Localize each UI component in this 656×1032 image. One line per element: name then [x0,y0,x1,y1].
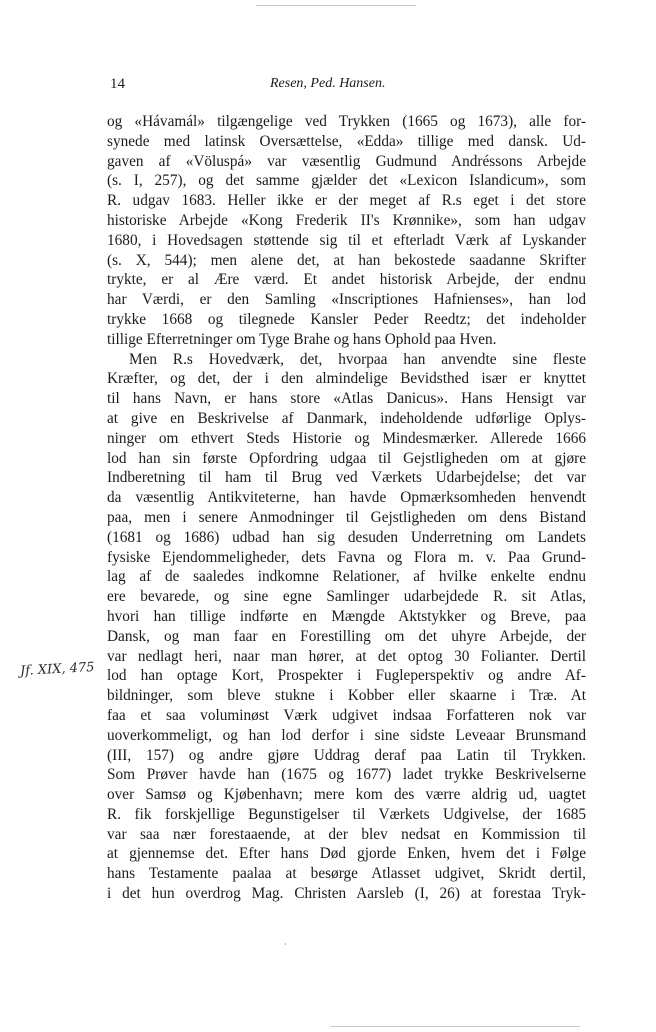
text-line: ere bevarede, og sine egne Samlinger udarbejdede R. sit Atlas, [107,588,586,606]
text-line: Kræfter, og det, der i den almindelige Bevidsthed især er knyttet [107,370,586,388]
text-line: historiske Arbejde «Kong Frederik II's Krønnike», som han udgav [107,211,586,229]
text-line: var saa nær forestaaende, at der blev nedsat en Kommission til [107,825,586,843]
footer-dot: · [284,940,287,949]
text-line: uoverkommeligt, og han lod derfor i sine sidste Leveaar Brunsmand [107,726,586,744]
text-line: Indberetning til ham til Brug ved Værkets Udarbejdelse; det var [107,469,586,487]
text-line: har Værdi, er den Samling «Inscriptiones Hafnienses», han lod [107,291,586,309]
text-line: R. udgav 1683. Heller ikke er der meget af R.s eget i det store [107,192,586,210]
text-line: tillige Efterretninger om Tyge Brahe og hans Ophold paa Hven. [107,330,497,348]
text-line: trykke 1668 og tilegnede Kansler Peder Reedtz; det indeholder [107,310,586,328]
text-line: bildninger, som bleve stukne i Kobber eller skaarne i Træ. At [107,687,586,705]
text-line: gaven af «Völuspá» var væsentlig Gudmund Andréssons Arbejde [107,152,586,170]
text-line: (s. X, 544); men alene det, at han bekostede saadanne Skrifter [107,251,586,269]
text-line: fysiske Ejendommeligheder, dets Favna og Flora m. v. Paa Grund- [107,548,586,566]
text-line: R. fik forskjellige Begunstigelser til Værkets Udgivelse, der 1685 [107,805,586,823]
text-line: at give en Beskrivelse af Danmark, indeholdende udførlige Oplys- [107,409,586,427]
text-line: hans Testamente paalaa at besørge Atlasset udgivet, Skridt dertil, [107,865,586,883]
body-text [107,112,586,904]
text-line: trykte, er al Ære værd. Et andet historisk Arbejde, der endnu [107,271,586,289]
handwritten-margin-note: Jf. XIX, 475 [19,660,95,679]
text-line: at gjennemse det. Efter hans Død gjorde Enken, hvem det i Følge [107,845,586,863]
page-number: 14 [110,76,125,92]
text-line: Dansk, og man faar en Forestilling om det uhyre Arbejde, der [107,627,586,645]
running-head: Resen, Ped. Hansen. [270,76,386,91]
text-line: var nedlagt heri, naar man hører, at det optog 30 Folianter. Dertil [107,647,586,665]
text-line: til hans Navn, er hans store «Atlas Danicus». Hans Hensigt var [107,390,586,408]
text-line: og «Hávamál» tilgængelige ved Trykken (1665 og 1673), alle for- [107,113,586,130]
text-line: (1681 og 1686) udbad han sig desuden Underretning om Landets [107,528,586,546]
text-line: synede med latinsk Oversættelse, «Edda» tillige med dansk. Ud- [107,132,586,150]
text-line: i det hun overdrog Mag. Christen Aarsleb (I, 26) at forestaa Tryk- [107,885,586,903]
text-line: ninger om ethvert Steds Historie og Mindesmærker. Allerede 1666 [107,429,586,447]
text-line: lod han optage Kort, Prospekter i Fugleperspektiv og andre Af- [107,667,586,685]
text-line: paa, men i senere Anmodninger til Gejstligheden om dens Bistand [107,508,586,526]
text-line: da væsentlig Antikviteterne, han havde Opmærksomheden henvendt [107,489,586,507]
text-line: Som Prøver havde han (1675 og 1677) ladet trykke Beskrivelserne [107,766,586,784]
paragraph-start-line: Men R.s Hovedværk, det, hvorpaa han anvendte sine fleste [129,350,586,368]
text-line: lod han sin første Opfordring udgaa til Gejstligheden om at gjøre [107,449,586,467]
bottom-rule [330,1026,580,1027]
text-line: 1680, i Hovedsagen støttende sig til et efterladt Værk af Lyskander [107,231,586,249]
text-line: lag af de saaledes indkomne Relationer, af hvilke enkelte endnu [107,568,586,586]
text-line: (III, 157) og andre gjøre Uddrag deraf paa Latin til Trykken. [107,746,586,764]
top-rule [256,5,416,6]
text-line: (s. I, 257), og det samme gjælder det «Lexicon Islandicum», som [107,172,586,190]
text-line: faa et saa voluminøst Værk udgivet indsaa Forfatteren nok var [107,706,586,724]
text-line: hvori han tillige indførte en Mængde Aktstykker og Breve, paa [107,607,586,625]
text-line: over Samsø og Kjøbenhavn; mere kom des værre aldrig ud, uagtet [107,786,586,804]
